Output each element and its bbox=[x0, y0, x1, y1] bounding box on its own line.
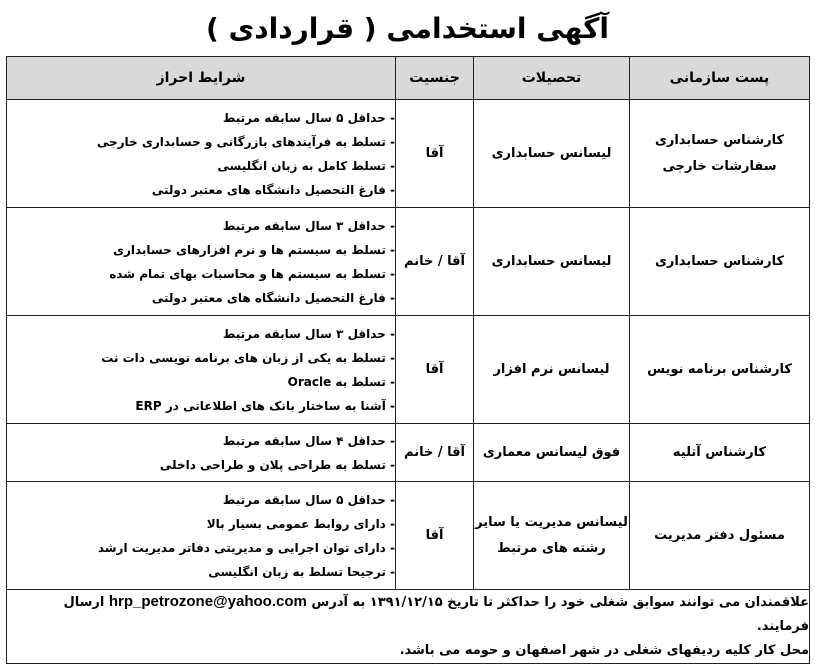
education-cell: لیسانس نرم افزار bbox=[474, 316, 630, 424]
table-row bbox=[7, 316, 810, 424]
table-row bbox=[7, 208, 810, 316]
position-cell: مسئول دفتر مدیریت bbox=[630, 482, 810, 590]
gender-cell: آقا bbox=[396, 316, 474, 424]
footer-cell bbox=[7, 590, 810, 664]
education-cell: لیسانس حسابداری bbox=[474, 208, 630, 316]
header-position: پست سازمانی bbox=[630, 57, 810, 100]
requirement-item: - فارغ التحصیل دانشگاه های معتبر دولتی bbox=[151, 290, 395, 305]
requirement-item: - فارغ التحصیل دانشگاه های معتبر دولتی bbox=[151, 182, 395, 197]
position-cell: کارشناس حسابداری سفارشات خارجی bbox=[630, 100, 810, 208]
job-table bbox=[6, 56, 810, 664]
table-header-row bbox=[7, 57, 810, 100]
requirements-cell bbox=[7, 424, 396, 482]
footer-text-before-email: علاقمندان می توانند سوابق شغلی خود را حداکثر تا تاریخ ۱۳۹۱/۱۲/۱۵ به آدرس bbox=[311, 595, 809, 610]
requirement-item: - تسلط به سیستم ها و محاسبات بهای تمام شده bbox=[109, 266, 395, 281]
header-requirements: شرایط احراز bbox=[7, 57, 396, 100]
requirement-item: - دارای توان اجرایی و مدیریتی دفاتر مدیریت ارشد bbox=[97, 540, 395, 555]
position-cell: کارشناس برنامه نویس bbox=[630, 316, 810, 424]
requirement-item: - تسلط به فرآیندهای بازرگانی و حسابداری خارجی bbox=[96, 134, 395, 149]
education-cell: لیسانس مدیریت یا سایر رشته های مرتبط bbox=[474, 482, 630, 590]
table-row bbox=[7, 100, 810, 208]
gender-cell: آقا / خانم bbox=[396, 208, 474, 316]
requirement-item: - تسلط به یکی از زبان های برنامه نویسی دات نت bbox=[101, 350, 395, 365]
requirements-cell bbox=[7, 100, 396, 208]
education-cell: لیسانس حسابداری bbox=[474, 100, 630, 208]
header-gender: جنسیت bbox=[396, 57, 474, 100]
requirement-item: - آشنا به ساختار بانک های اطلاعاتی در ERP bbox=[135, 398, 395, 413]
requirement-item: - حداقل ۴ سال سابقه مرتبط bbox=[222, 433, 395, 448]
requirement-item: - تسلط به طراحی پلان و طراحی داخلی bbox=[159, 457, 395, 472]
requirement-item: - تسلط کامل به زبان انگلیسی bbox=[217, 158, 395, 173]
requirement-item: - حداقل ۳ سال سابقه مرتبط bbox=[222, 218, 395, 233]
position-cell: کارشناس حسابداری bbox=[630, 208, 810, 316]
requirements-cell bbox=[7, 316, 396, 424]
header-education: تحصیلات bbox=[474, 57, 630, 100]
footer-text-after-email: ارسال فرمایند. bbox=[63, 595, 809, 634]
requirement-item: - دارای روابط عمومی بسیار بالا bbox=[206, 516, 395, 531]
requirements-cell bbox=[7, 482, 396, 590]
ad-title: آگهی استخدامی ( قراردادی ) bbox=[206, 12, 609, 45]
requirement-item: - حداقل ۳ سال سابقه مرتبط bbox=[222, 326, 395, 341]
footer-line-1 bbox=[7, 590, 809, 639]
requirement-item: - تسلط به Oracle bbox=[287, 374, 395, 389]
table-row bbox=[7, 424, 810, 482]
position-cell: کارشناس آتلیه bbox=[630, 424, 810, 482]
requirement-item: - حداقل ۵ سال سابقه مرتبط bbox=[222, 492, 395, 507]
requirement-item: - ترجیحا تسلط به زبان انگلیسی bbox=[208, 564, 395, 579]
requirements-cell bbox=[7, 208, 396, 316]
footer-line-2: محل کار کلیه ردیفهای شغلی در شهر اصفهان و حومه می باشد. bbox=[399, 643, 809, 658]
gender-cell: آقا / خانم bbox=[396, 424, 474, 482]
requirement-item: - حداقل ۵ سال سابقه مرتبط bbox=[222, 110, 395, 125]
gender-cell: آقا bbox=[396, 100, 474, 208]
email-address[interactable]: hrp_petrozone@yahoo.com bbox=[108, 593, 307, 610]
gender-cell: آقا bbox=[396, 482, 474, 590]
table-row bbox=[7, 482, 810, 590]
education-cell: فوق لیسانس معماری bbox=[474, 424, 630, 482]
requirement-item: - تسلط به سیستم ها و نرم افزارهای حسابداری bbox=[112, 242, 395, 257]
footer-row bbox=[7, 590, 810, 664]
